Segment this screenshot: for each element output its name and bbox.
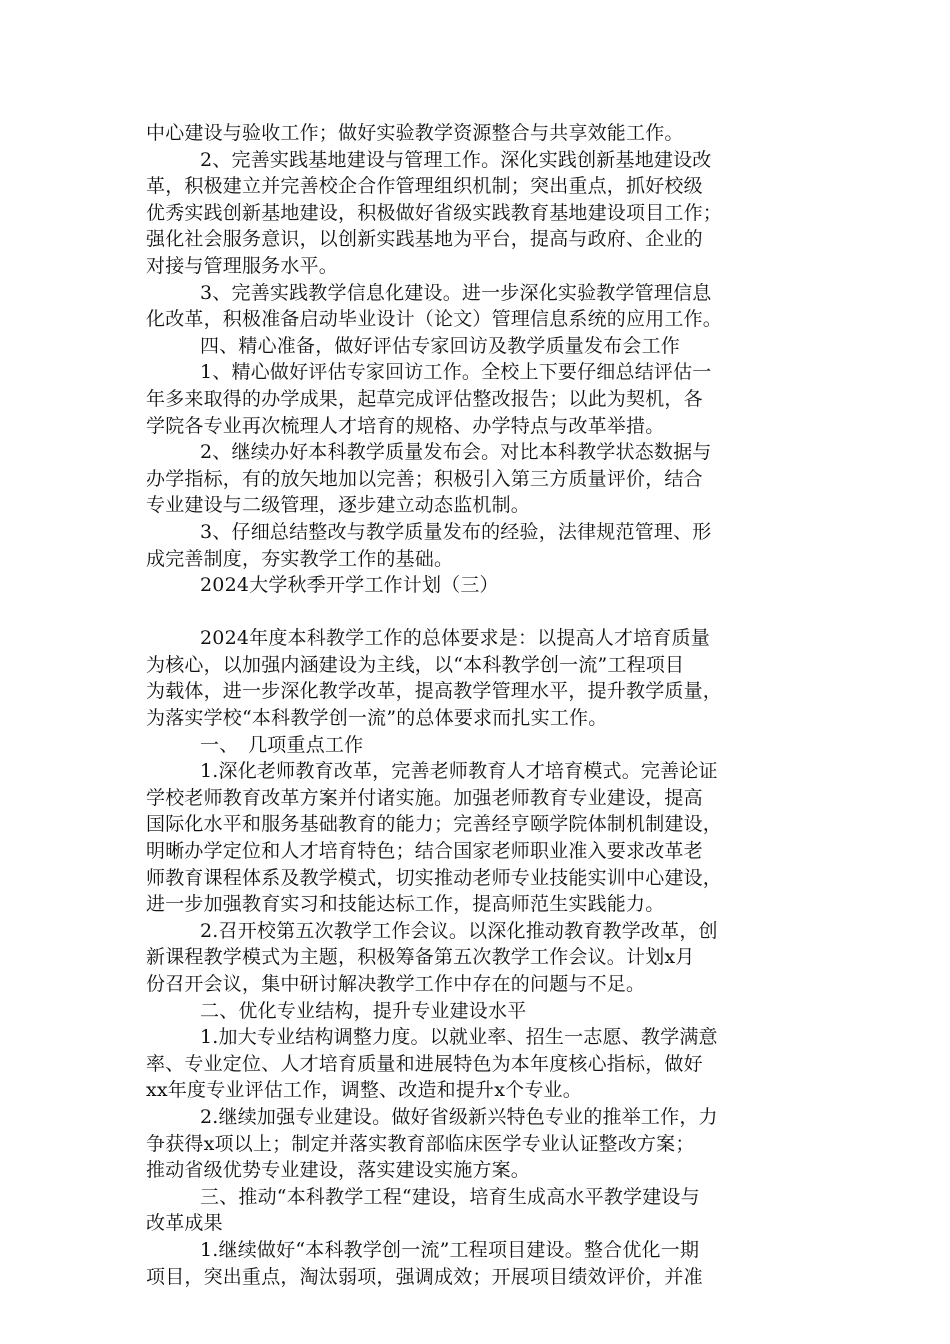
text-line: 率、专业定位、人才培育质量和进展特色为本年度核心指标，做好 <box>146 1052 703 1075</box>
text-line: 推动省级优势专业建设，落实建设实施方案。 <box>146 1159 531 1182</box>
document-body <box>146 120 806 1290</box>
text-line: 师教育课程体系及教学模式，切实推动老师专业技能实训中心建设， <box>146 866 723 889</box>
text-line: 化改革，积极准备启动毕业设计（论文）管理信息系统的应用工作。 <box>146 308 723 331</box>
section-heading: 四、精心准备，做好评估专家回访及教学质量发布会工作 <box>200 334 681 357</box>
text-line: 成完善制度，夯实教学工作的基础。 <box>146 547 454 570</box>
text-line: 强化社会服务意识，以创新实践基地为平台，提高与政府、企业的 <box>146 228 703 251</box>
text-line: 为核心，以加强内涵建设为主线，以“本科教学创一流”工程项目 <box>146 653 685 676</box>
text-line: 中心建设与验收工作；做好实验教学资源整合与共享效能工作。 <box>146 122 684 144</box>
blank-line <box>146 599 806 626</box>
text-line: 份召开会议，集中研讨解决教学工作中存在的问题与不足。 <box>146 973 646 995</box>
text-line: 1.继续做好“本科教学创一流”工程项目建设。整合优化一期 <box>200 1238 700 1261</box>
section-heading: 三、推动“本科教学工程“建设，培育生成高水平教学建设与 <box>200 1185 700 1208</box>
text-line: 办学指标，有的放矢地加以完善；积极引入第三方质量评价，结合 <box>146 467 703 490</box>
text-line: xx年度专业评估工作，调整、改造和提升x个专业。 <box>146 1079 582 1102</box>
text-line: 为载体，进一步深化教学改革，提高教学管理水平，提升教学质量， <box>146 680 723 703</box>
text-line: 2、继续办好本科教学质量发布会。对比本科教学状态数据与 <box>200 441 712 464</box>
document-subtitle: 2024大学秋季开学工作计划（三） <box>200 574 499 597</box>
text-line: 革，积极建立并完善校企合作管理组织机制；突出重点，抓好校级 <box>146 175 703 198</box>
text-line: 争获得x项以上；制定并落实教育部临床医学专业认证整改方案； <box>146 1132 695 1155</box>
text-line: 学院各专业再次梳理人才培育的规格、办学特点与改革举措。 <box>146 414 665 437</box>
text-line: 年多来取得的办学成果，起草完成评估整改报告；以此为契机，各 <box>146 387 703 410</box>
text-line: 对接与管理服务水平。 <box>146 254 339 277</box>
text-line: 项目，突出重点，淘汰弱项，强调成效；开展项目绩效评价，并准 <box>146 1265 703 1288</box>
text-line: 1.加大专业结构调整力度。以就业率、招生一志愿、教学满意 <box>200 1026 718 1049</box>
text-line: 1、精心做好评估专家回访工作。全校上下要仔细总结评估一 <box>200 361 712 384</box>
text-line: 进一步加强教育实习和技能达标工作，提高师范生实践能力。 <box>146 893 665 916</box>
text-line: 学校老师教育改革方案并付诸实施。加强老师教育专业建设，提高 <box>146 786 703 809</box>
text-line: 2、完善实践基地建设与管理工作。深化实践创新基地建设改 <box>200 148 712 171</box>
text-line: 2.继续加强专业建设。做好省级新兴特色专业的推举工作，力 <box>200 1105 718 1128</box>
section-heading: 一、 几项重点工作 <box>200 733 364 756</box>
text-line: 专业建设与二级管理，逐步建立动态监机制。 <box>146 494 531 517</box>
section-heading: 二、优化专业结构，提升专业建设水平 <box>200 999 527 1022</box>
text-line: 明晰办学定位和人才培育特色；结合国家老师职业准入要求改革老 <box>146 840 703 863</box>
text-line: 新课程教学模式为主题，积极筹备第五次教学工作会议。计划x月 <box>146 946 695 969</box>
text-line: 2.召开校第五次教学工作会议。以深化推动教育教学改革，创 <box>200 919 718 942</box>
text-line: 改革成果 <box>146 1212 223 1235</box>
text-line: 为落实学校“本科教学创一流”的总体要求而扎实工作。 <box>146 707 608 730</box>
text-line: 2024年度本科教学工作的总体要求是：以提高人才培育质量 <box>200 627 710 650</box>
text-line: 3、仔细总结整改与教学质量发布的经验，法律规范管理、形 <box>200 520 712 543</box>
text-line: 国际化水平和服务基础教育的能力；完善经亨颐学院体制机制建设， <box>146 813 723 836</box>
text-line: 优秀实践创新基地建设，积极做好省级实践教育基地建设项目工作； <box>146 201 723 224</box>
text-line: 1.深化老师教育改革，完善老师教育人才培育模式。完善论证 <box>200 760 718 783</box>
text-line: 3、完善实践教学信息化建设。进一步深化实验教学管理信息 <box>200 281 712 304</box>
